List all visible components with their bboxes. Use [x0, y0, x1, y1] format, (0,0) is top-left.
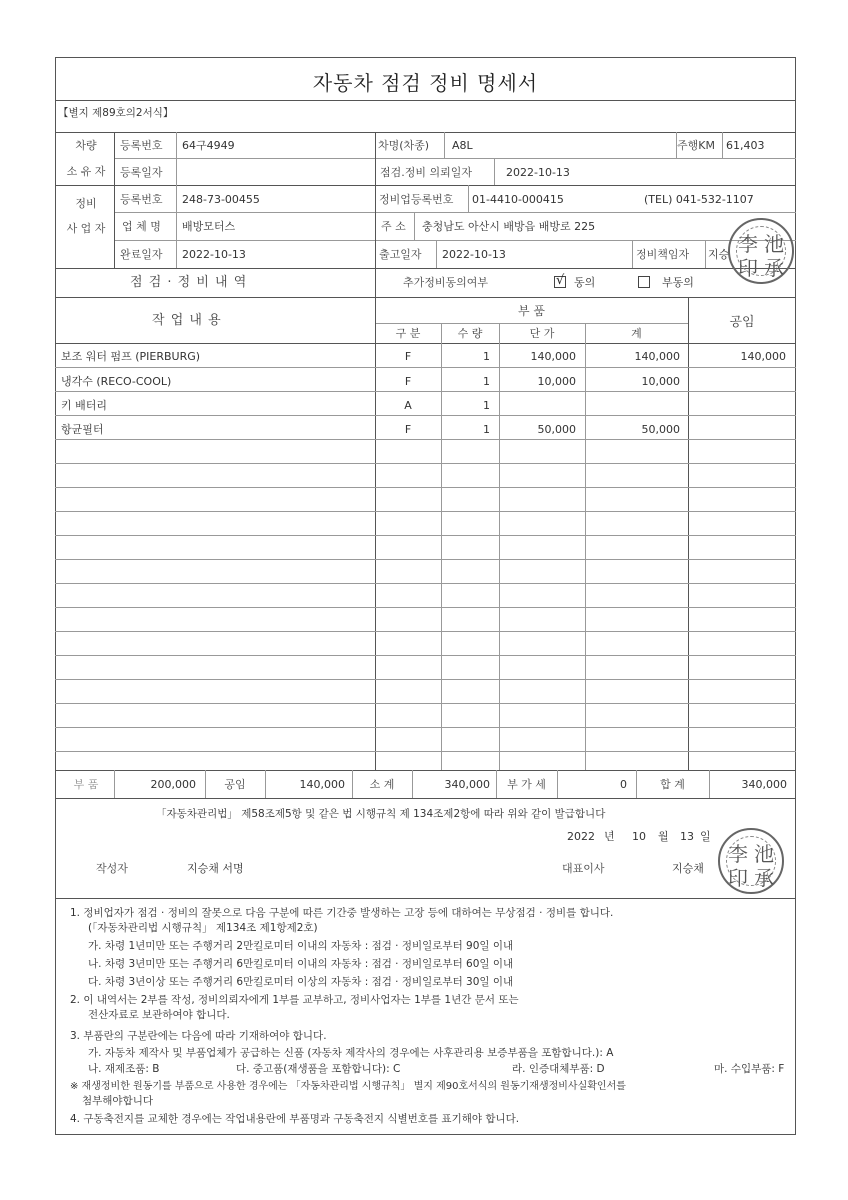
table-row-line: [55, 679, 796, 680]
line: [55, 132, 796, 133]
line: [375, 132, 376, 268]
note-line: 4. 구동축전지를 교체한 경우에는 작업내용란에 부품명과 구동축전지 식별번호를 표기해야 합니다.: [70, 1113, 520, 1125]
line: [722, 132, 723, 158]
issue-year-label: 년: [604, 830, 615, 843]
totals-sum-label: 합 계: [660, 778, 685, 791]
table-row-line: [55, 463, 796, 464]
table-row-line: [55, 727, 796, 728]
issue-year: 2022: [567, 830, 595, 843]
request-date-value: 2022-10-13: [506, 166, 570, 179]
item-name: 보조 워터 펌프 (PIERBURG): [61, 350, 201, 363]
note-line: 나. 차령 3년미만 또는 주행거리 6만킬로미터 이내의 자동차 : 점검 · 정비일로부터 60일 이내: [88, 958, 514, 970]
writer-label: 작성자: [96, 862, 128, 875]
table-row-line: [55, 607, 796, 608]
line: [55, 185, 796, 186]
model-label: 차명(차종): [378, 139, 430, 152]
table-row-line: [55, 487, 796, 488]
note-line: 다. 중고품(재생품을 포함합니다): C: [236, 1063, 401, 1075]
address-value: 충청남도 아산시 배방읍 배방로 225: [422, 220, 596, 233]
totals-vat-label: 부 가 세: [507, 778, 546, 791]
rep-label: 대표이사: [562, 862, 605, 875]
shop-section-label-1: 정비: [75, 197, 97, 210]
page-title: 자동차 점검 정비 명세서: [312, 71, 539, 95]
table-row-line: [55, 559, 796, 560]
item-type: A: [404, 399, 412, 412]
item-type: F: [404, 423, 412, 436]
biz-no-value: 248-73-00455: [182, 193, 260, 206]
item-type: F: [404, 350, 412, 363]
line: [176, 132, 177, 268]
issue-day: 13: [680, 830, 694, 843]
item-qty: 1: [483, 350, 490, 363]
note-line: 2. 이 내역서는 2부를 작성, 정비의뢰자에게 1부를 교부하고, 정비사업자는 1부를 1년간 문서 또는: [70, 994, 519, 1006]
table-row-line: [55, 751, 796, 752]
item-name: 키 배터리: [61, 399, 108, 412]
agree-label: 동의: [574, 276, 596, 289]
totals-subtotal-label: 소 계: [369, 778, 395, 791]
complete-date-value: 2022-10-13: [182, 248, 246, 261]
note-line: 나. 재제조품: B: [88, 1063, 160, 1075]
biz-reg-label: 정비업등록번호: [379, 193, 454, 206]
line: [55, 770, 796, 771]
line: [114, 158, 796, 159]
table-row-line: [55, 439, 796, 440]
totals-parts-label: 부 품: [73, 778, 99, 791]
note-line: 첨부해야합니다: [82, 1095, 154, 1107]
manager-label: 정비책임자: [636, 248, 690, 261]
note-line: 3. 부품란의 구분란에는 다음에 따라 기재하여야 합니다.: [70, 1030, 327, 1042]
item-name: 항균필터: [61, 423, 104, 436]
shop-name-value: 배방모터스: [182, 220, 236, 233]
writer-value: 지승채 서명: [187, 862, 244, 875]
release-date-label: 출고일자: [379, 248, 422, 261]
work-header: 작 업 내 용: [152, 313, 222, 328]
table-row-line: [55, 583, 796, 584]
item-price: 140,000: [530, 350, 576, 363]
totals-sum-value: 340,000: [741, 778, 787, 791]
note-line: 다. 차령 3년이상 또는 주행거리 6만킬로미터 이상의 자동차 : 점검 · 정비일로부터 30일 이내: [88, 976, 514, 988]
disagree-checkbox[interactable]: [638, 276, 650, 288]
details-header: 점 검 · 정 비 내 역: [130, 275, 248, 290]
item-price: 10,000: [537, 375, 576, 388]
mileage-value: 61,403: [726, 139, 765, 152]
line: [114, 132, 115, 268]
parts-header: 부 품: [518, 304, 545, 318]
issue-month: 10: [632, 830, 646, 843]
issue-day-label: 일: [700, 830, 711, 843]
col-qty-header: 수 량: [457, 327, 483, 340]
col-total-header: 계: [631, 327, 642, 340]
table-row-line: [55, 535, 796, 536]
biz-no-label: 등록번호: [120, 193, 163, 206]
release-date-value: 2022-10-13: [442, 248, 506, 261]
item-price: 50,000: [537, 423, 576, 436]
shop-name-label: 업 체 명: [122, 220, 161, 233]
item-labor: 140,000: [740, 350, 786, 363]
col-price-header: 단 가: [529, 327, 555, 340]
issue-month-label: 월: [658, 830, 669, 843]
complete-date-label: 완료일자: [120, 248, 163, 261]
note-line: 전산자료로 보관하여야 합니다.: [88, 1009, 230, 1021]
line: [375, 268, 376, 297]
line: [436, 240, 437, 268]
note-line: (「자동차관리법 시행규칙」 제134조 제1항제2호): [88, 922, 318, 934]
note-line: 1. 정비업자가 점검 · 정비의 잘못으로 다음 구분에 따른 기간중 발생하는 고장 등에 대하여는 무상점검 · 정비를 합니다.: [70, 907, 614, 919]
agree-checkbox[interactable]: √: [556, 273, 565, 288]
reg-no-value: 64구4949: [182, 139, 235, 152]
note-line: ※ 재생정비한 원동기를 부품으로 사용한 경우에는 「자동차관리법 시행규칙」 별지 제90호서식의 원동기재생정비사실확인서를: [70, 1081, 626, 1092]
representative-seal: 李 池 印 承: [718, 828, 784, 894]
line: [55, 898, 796, 899]
line: [468, 185, 469, 212]
biz-reg-value: 01-4410-000415: [472, 193, 564, 206]
item-qty: 1: [483, 375, 490, 388]
line: [55, 100, 796, 101]
reg-no-label: 등록번호: [120, 139, 163, 152]
note-line: 가. 차령 1년미만 또는 주행거리 2만킬로미터 이내의 자동차 : 점검 · 정비일로부터 90일 이내: [88, 940, 514, 952]
note-line: 라. 인증대체부품: D: [512, 1063, 605, 1075]
line: [55, 297, 796, 298]
item-qty: 1: [483, 423, 490, 436]
note-line: 마. 수입부품: F: [714, 1063, 785, 1075]
disagree-label: 부동의: [662, 276, 694, 289]
owner-section-label-2: 소 유 자: [66, 165, 106, 178]
tel-value: (TEL) 041-532-1107: [644, 193, 754, 206]
owner-section-label-1: 차량: [75, 139, 97, 152]
note-line: 가. 자동차 제작사 및 부품업체가 공급하는 신품 (자동차 제작사의 경우에는 사후관리용 보증부품을 포함합니다.): A: [88, 1047, 614, 1059]
table-row-line: [55, 655, 796, 656]
table-row-line: [55, 703, 796, 704]
issue-statement: 「자동차관리법」 제58조제5항 및 같은 법 시행규칙 제 134조제2항에 따라 위와 같이 발급합니다: [156, 808, 606, 820]
totals-vat-value: 0: [620, 778, 627, 791]
totals-parts-value: 200,000: [150, 778, 196, 791]
item-type: F: [404, 375, 412, 388]
table-row-line: [55, 415, 796, 416]
manager-value: 지승: [708, 248, 730, 261]
form-frame: [55, 57, 796, 1135]
company-seal: 李 池 印 承: [728, 218, 794, 284]
line: [414, 212, 415, 240]
item-qty: 1: [483, 399, 490, 412]
address-label: 주 소: [381, 220, 406, 233]
form-number: 【별지 제89호의2서식】: [58, 107, 174, 119]
line: [55, 268, 796, 269]
item-total: 50,000: [641, 423, 680, 436]
col-labor-header: 공임: [729, 315, 755, 330]
table-row-line: [55, 391, 796, 392]
shop-section-label-2: 사 업 자: [66, 222, 106, 235]
totals-labor-label: 공임: [224, 778, 246, 791]
rep-value: 지승채: [672, 862, 704, 875]
line: [114, 240, 796, 241]
table-row-line: [55, 631, 796, 632]
consent-label: 추가정비동의여부: [403, 276, 489, 289]
line: [444, 132, 445, 158]
reg-date-label: 등록일자: [120, 166, 163, 179]
totals-labor-value: 140,000: [299, 778, 345, 791]
item-name: 냉각수 (RECO-COOL): [61, 375, 172, 388]
item-total: 10,000: [641, 375, 680, 388]
table-row-line: [55, 367, 796, 368]
mileage-label: 주행KM: [677, 139, 715, 152]
line: [632, 240, 633, 268]
table-row-line: [55, 511, 796, 512]
totals-subtotal-value: 340,000: [444, 778, 490, 791]
request-date-label: 점검.정비 의뢰일자: [380, 166, 473, 179]
line: [55, 798, 796, 799]
line: [375, 323, 688, 324]
model-value: A8L: [452, 139, 473, 152]
item-total: 140,000: [634, 350, 680, 363]
line: [705, 240, 706, 268]
line: [114, 212, 796, 213]
line: [494, 158, 495, 185]
col-type-header: 구 분: [395, 327, 421, 340]
line: [55, 343, 796, 344]
